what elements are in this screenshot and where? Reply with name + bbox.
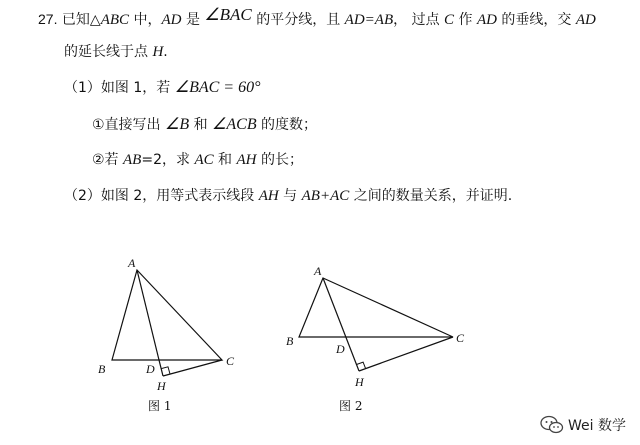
- text: 的延长线于点: [64, 44, 153, 60]
- segment-ah: AH: [236, 152, 257, 168]
- figure-1: [112, 270, 222, 376]
- watermark: [540, 415, 626, 435]
- label-a-fig1: A: [128, 256, 136, 270]
- label-d-fig1: D: [146, 362, 155, 376]
- triangle-name: ABC: [100, 12, 130, 28]
- segment-ad: AD: [575, 12, 596, 28]
- text: 与: [278, 188, 302, 204]
- text: 中，: [129, 12, 162, 28]
- text: ②若: [92, 152, 124, 168]
- text: 的长；: [256, 152, 303, 168]
- text: 已知△: [61, 12, 101, 28]
- segment-ch-fig2: [359, 337, 453, 371]
- segment-ad-fig1: [137, 270, 159, 360]
- label-h-fig2: H: [355, 375, 364, 389]
- angle-condition: ∠BAC = 60°: [174, 79, 261, 96]
- text: 是: [181, 12, 200, 28]
- text: 的度数；: [256, 117, 318, 133]
- label-h-fig1: H: [157, 379, 166, 393]
- watermark-text: Wei 数学: [568, 418, 626, 434]
- segment-ah: AH: [258, 188, 279, 204]
- angle-bac: ∠BAC: [204, 5, 252, 24]
- text: =2，求: [141, 152, 195, 168]
- segment-ac: AC: [194, 152, 214, 168]
- label-c-fig2: C: [456, 331, 465, 345]
- caption-fig1: 图 1: [148, 399, 172, 413]
- triangle-abc-fig2: [299, 278, 453, 337]
- angle-b: ∠B: [165, 116, 190, 133]
- text: （2）如图 2，用等式表示线段: [64, 188, 259, 204]
- segment-ad: AD: [161, 12, 182, 28]
- part-1-label: （1）如图 1，若: [64, 80, 171, 96]
- segment-ab: AB: [123, 152, 142, 168]
- text: 的垂线，交: [496, 12, 576, 28]
- label-b-fig1: B: [98, 362, 106, 376]
- angle-acb: ∠ACB: [212, 116, 257, 133]
- text: 之间的数量关系，并证明.: [349, 188, 513, 204]
- segment-ch-fig1: [163, 360, 222, 376]
- text: 和: [213, 152, 237, 168]
- label-d-fig2: D: [336, 342, 345, 356]
- sum-ab-ac: AB+AC: [301, 188, 350, 204]
- label-a-fig2: A: [314, 264, 322, 278]
- text: 和: [189, 117, 213, 133]
- figure-2: [299, 278, 453, 371]
- text: 的平分线，且: [251, 12, 345, 28]
- problem-number: 27.: [38, 11, 58, 27]
- caption-fig2: 图 2: [339, 399, 363, 413]
- text: ， 过点: [393, 12, 445, 28]
- text: ①直接写出: [92, 117, 161, 133]
- wechat-logo-icon: [540, 415, 564, 435]
- label-b-fig2: B: [286, 334, 294, 348]
- point-c: C: [444, 12, 455, 28]
- triangle-abc-fig1: [112, 270, 222, 360]
- point-h: H: [152, 44, 164, 60]
- text: 作: [454, 12, 477, 28]
- label-c-fig1: C: [226, 354, 235, 368]
- segment-ad: AD: [476, 12, 497, 28]
- equation-ad-ab: AD=AB: [344, 12, 394, 28]
- text: .: [163, 44, 168, 60]
